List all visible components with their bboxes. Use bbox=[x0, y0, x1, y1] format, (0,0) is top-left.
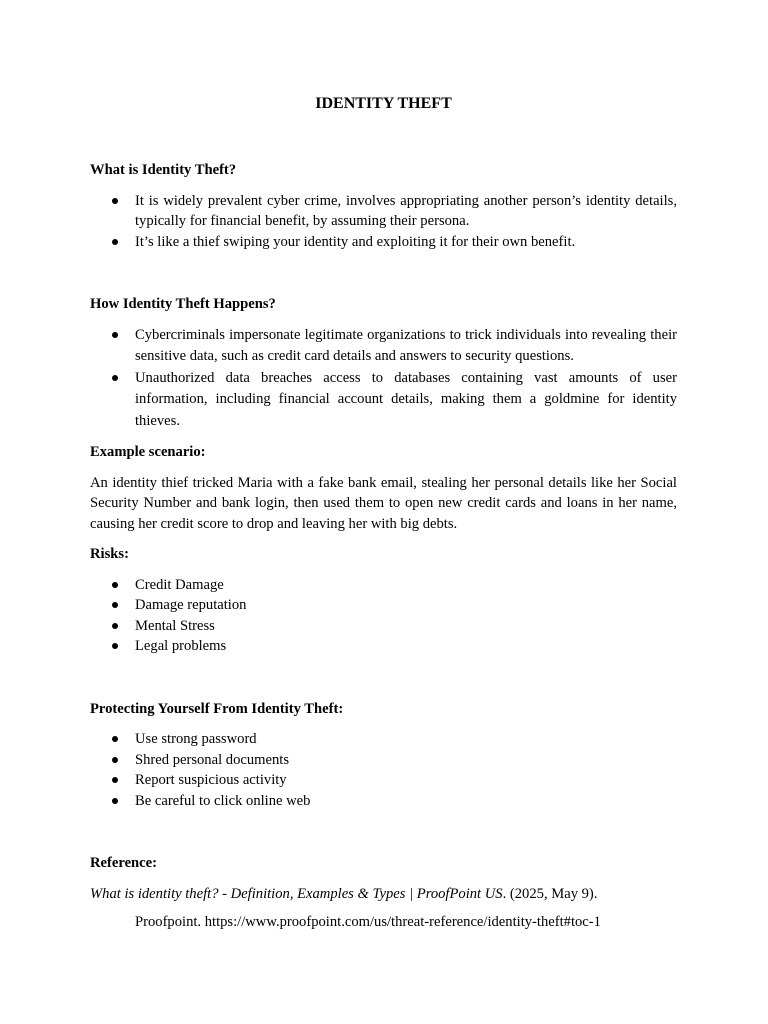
list-item: Report suspicious activity bbox=[90, 770, 677, 791]
document-title: IDENTITY THEFT bbox=[315, 95, 452, 112]
list-item: Mental Stress bbox=[90, 616, 677, 637]
heading-risks: Risks: bbox=[90, 546, 129, 562]
list-what-is bbox=[90, 191, 677, 253]
list-item: It’s like a thief swiping your identity and exploiting it for their own benefit. bbox=[90, 232, 677, 253]
bullet-icon bbox=[112, 777, 118, 783]
list-item: Unauthorized data breaches access to databases containing vast amounts of user information, including financial account details, making them a goldmine for identity thieves. bbox=[90, 368, 677, 433]
bullet-icon bbox=[112, 602, 118, 608]
reference-link: Proofpoint. https://www.proofpoint.com/us/threat-reference/identity-theft#toc-1 bbox=[135, 914, 601, 930]
list-item: Be careful to click online web bbox=[90, 791, 677, 812]
bullet-icon bbox=[112, 375, 118, 381]
bullet-icon bbox=[112, 643, 118, 649]
reference-citation bbox=[90, 884, 677, 905]
list-item: It is widely prevalent cyber crime, involves appropriating another person’s identity details, typically for financial benefit, by assuming their persona. bbox=[90, 191, 677, 232]
list-item: Legal problems bbox=[90, 636, 677, 657]
heading-example: Example scenario: bbox=[90, 444, 206, 460]
heading-how-happens: How Identity Theft Happens? bbox=[90, 296, 276, 312]
bullet-icon bbox=[112, 239, 118, 245]
heading-reference: Reference: bbox=[90, 855, 157, 871]
document-body bbox=[90, 92, 677, 933]
list-item: Use strong password bbox=[90, 729, 677, 750]
list-item: Damage reputation bbox=[90, 595, 677, 616]
list-how-happens bbox=[90, 325, 677, 433]
example-paragraph: An identity thief tricked Maria with a fake bank email, stealing her personal details like her Social Security Number and bank login, then used them to open new credit cards and loans in her name, causing her credit score to drop and leaving her with big debts. bbox=[90, 474, 677, 532]
list-risks bbox=[90, 575, 677, 657]
bullet-icon bbox=[112, 623, 118, 629]
list-item: Shred personal documents bbox=[90, 750, 677, 771]
bullet-icon bbox=[112, 736, 118, 742]
bullet-icon bbox=[112, 582, 118, 588]
list-item: Cybercriminals impersonate legitimate organizations to trick individuals into revealing their sensitive data, such as credit card details and answers to security questions. bbox=[90, 325, 677, 368]
heading-what-is: What is Identity Theft? bbox=[90, 162, 237, 178]
bullet-icon bbox=[112, 757, 118, 763]
reference-date: . (2025, May 9). bbox=[502, 885, 598, 902]
list-protecting bbox=[90, 729, 677, 811]
heading-protecting: Protecting Yourself From Identity Theft: bbox=[90, 700, 344, 717]
reference-title: What is identity theft? - Definition, Examples & Types | ProofPoint US bbox=[90, 885, 503, 902]
bullet-icon bbox=[112, 798, 118, 804]
list-item: Credit Damage bbox=[90, 575, 677, 596]
bullet-icon bbox=[112, 332, 118, 338]
bullet-icon bbox=[112, 198, 118, 204]
